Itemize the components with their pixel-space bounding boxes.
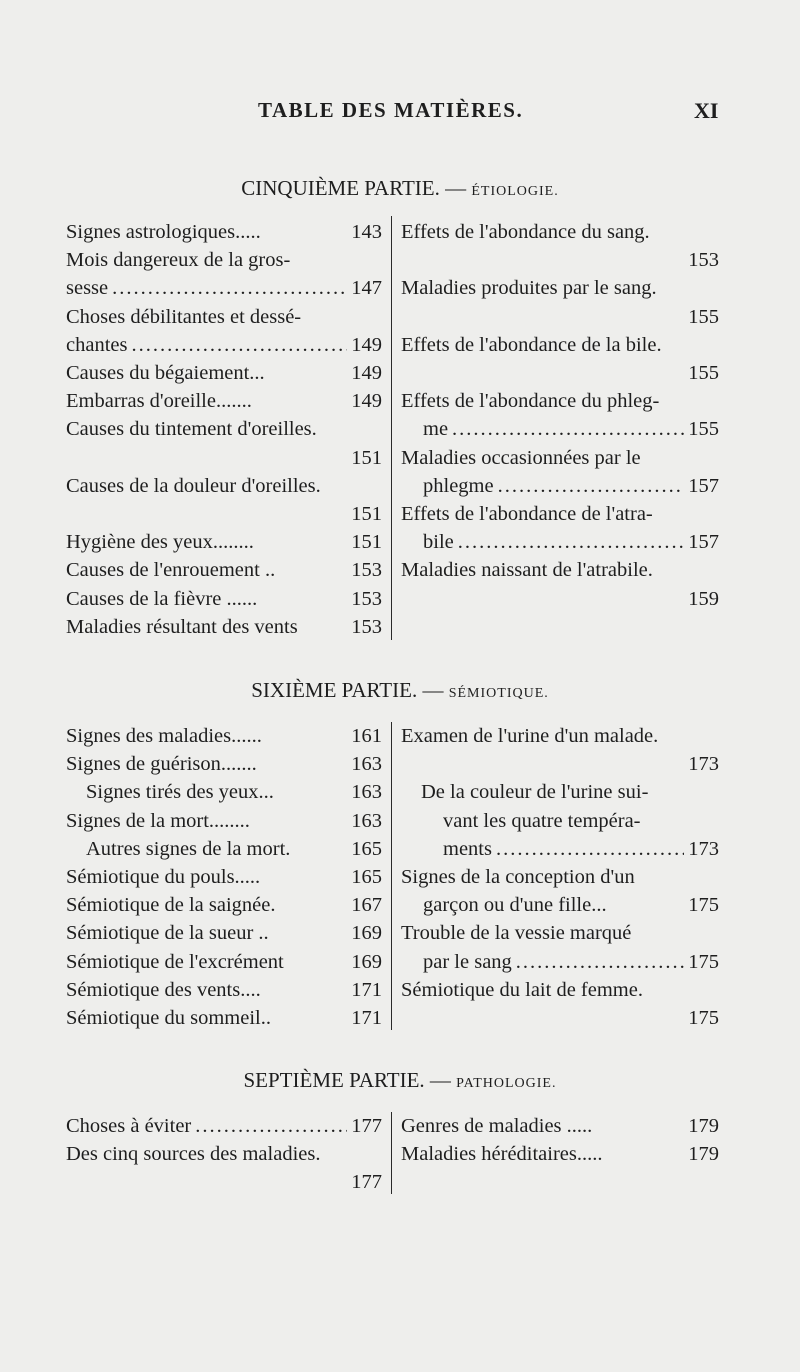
toc-entry: Choses à éviter ..... 177 <box>66 1112 382 1140</box>
toc-entry: Hygiène des yeux........ 151 <box>66 531 382 554</box>
section-title <box>0 678 800 703</box>
toc-entry: Causes du bégaiement... 149 <box>66 362 382 385</box>
toc-entry: Causes du tintement d'oreilles. 151 <box>66 418 382 469</box>
toc-entry: Maladies résultant des vents 153 <box>66 615 382 638</box>
toc-entry: Signes tirés des yeux... 163 <box>86 781 382 804</box>
toc-entry: Sémiotique du pouls..... 165 <box>66 866 382 889</box>
toc-entry: Causes de l'enrouement .. 153 <box>66 559 382 582</box>
section-title-main: CINQUIÈME PARTIE. — <box>241 176 467 200</box>
running-header <box>0 98 800 128</box>
toc-entry: Effets de l'abondance de l'atra- bile ..... 157 <box>401 500 719 556</box>
toc-entry: Effets de l'abondance de la bile. 155 <box>401 333 719 385</box>
column-divider <box>391 722 392 1030</box>
toc-column-right <box>401 722 719 1032</box>
column-divider <box>391 216 392 640</box>
page-title: TABLE DES MATIÈRES. <box>258 98 524 122</box>
toc-entry: Signes de la conception d'un garçon ou d'une fille... 175 <box>401 866 719 917</box>
page-number: XI <box>694 98 719 123</box>
toc-entry: Sémiotique de la sueur .. 169 <box>66 922 382 945</box>
toc-column-left <box>66 218 382 641</box>
toc-entry: Causes de la douleur d'oreilles. 151 <box>66 474 382 526</box>
toc-entry: Maladies produites par le sang. 155 <box>401 277 719 328</box>
toc-entry: Maladies occasionnées par le phlegme ..... 157 <box>401 444 719 500</box>
toc-entry: Trouble de la vessie marqué par le sang ..... 175 <box>401 919 719 975</box>
section-title <box>0 176 800 201</box>
section-title-main: SIXIÈME PARTIE. — <box>251 678 444 702</box>
toc-entry: Maladies héréditaires..... 179 <box>401 1143 719 1166</box>
toc-entry: Sémiotique du sommeil.. 171 <box>66 1007 382 1030</box>
toc-entry: Sémiotique des vents.... 171 <box>66 978 382 1001</box>
toc-entry: Signes de la mort........ 163 <box>66 809 382 832</box>
toc-entry: Mois dangereux de la gros- sesse ..... 147 <box>66 246 382 302</box>
toc-entry: Sémiotique du lait de femme. 175 <box>401 978 719 1030</box>
toc-entry: Embarras d'oreille....... 149 <box>66 390 382 413</box>
section-title-sub: ÉTIOLOGIE. <box>471 184 559 199</box>
toc-entry: Signes astrologiques..... 143 <box>66 221 382 243</box>
toc-entry: Sémiotique de l'excrément 169 <box>66 950 382 973</box>
toc-entry: Effets de l'abondance du sang. 153 <box>401 221 719 272</box>
section-title-main: SEPTIÈME PARTIE. — <box>243 1068 451 1092</box>
toc-column-left <box>66 722 382 1032</box>
toc-column-right <box>401 1112 719 1168</box>
section-title-sub: PATHOLOGIE. <box>456 1076 557 1091</box>
toc-entry: Signes de guérison....... 163 <box>66 753 382 776</box>
section-title-sub: SÉMIOTIQUE. <box>448 686 549 701</box>
toc-entry: Genres de maladies ..... 179 <box>401 1115 719 1137</box>
toc-entry: Maladies naissant de l'atrabile. 159 <box>401 559 719 610</box>
toc-entry: Sémiotique de la saignée. 167 <box>66 894 382 917</box>
section-title <box>0 1068 800 1093</box>
toc-column-right <box>401 218 719 613</box>
toc-entry: Effets de l'abondance du phleg- me ..... 155 <box>401 387 719 443</box>
column-divider <box>391 1112 392 1194</box>
toc-column-left <box>66 1112 382 1197</box>
toc-entry: Examen de l'urine d'un malade. 173 <box>401 725 719 776</box>
toc-entry: Des cinq sources des maladies. 177 <box>66 1143 382 1194</box>
toc-entry: Choses débilitantes et dessé- chantes ..... 149 <box>66 303 382 359</box>
toc-entry: De la couleur de l'urine sui- vant les quatre tempéra- ments ..... 173 <box>401 778 719 863</box>
toc-entry: Autres signes de la mort. 165 <box>86 837 382 860</box>
toc-entry: Signes des maladies...... 161 <box>66 725 382 747</box>
toc-entry: Causes de la fièvre ...... 153 <box>66 587 382 610</box>
